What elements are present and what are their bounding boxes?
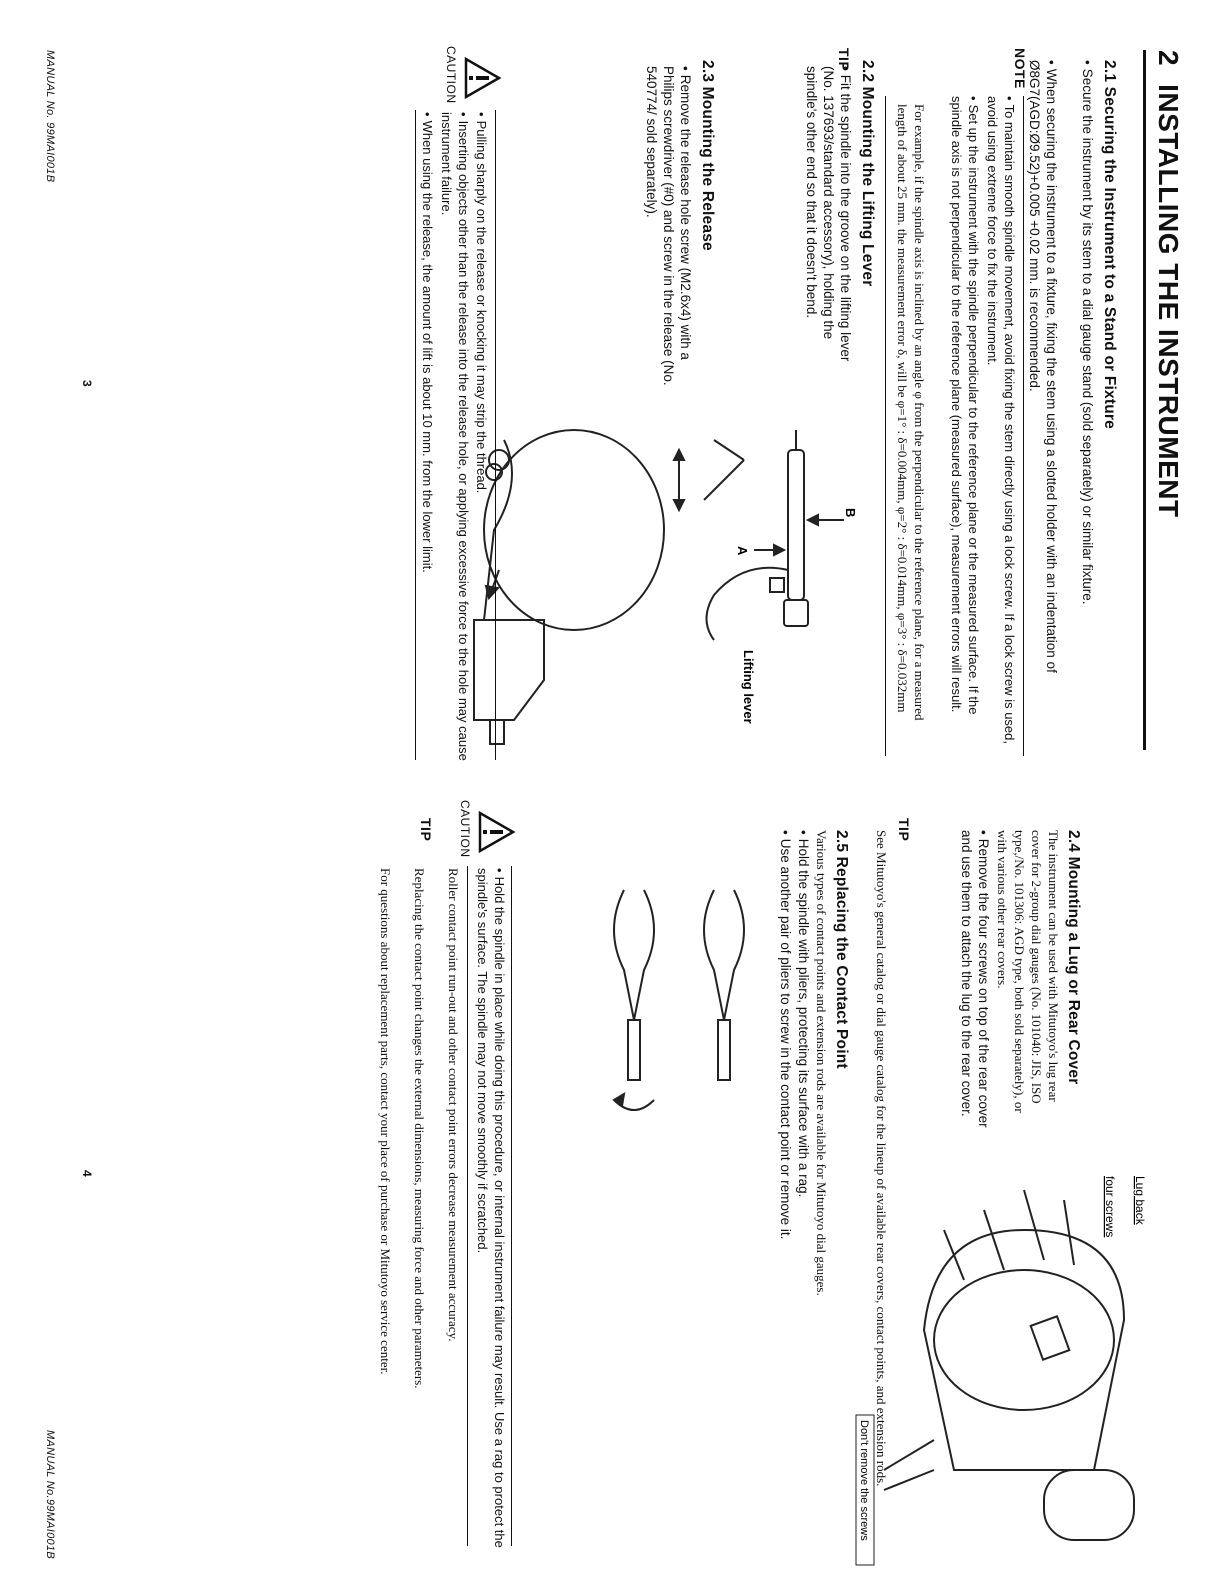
lifting-lever-caption: Lifting lever [741, 650, 756, 724]
note-item-1: • To maintain smooth spindle movement, avoid fixing the stem directly using a lock screw. If a lock screw is used, avoid using extreme force to fix the instrument. [984, 96, 1018, 756]
section-2-4-paragraph: The instrument can be used with Mitutoyo's lug rear cover for 2-group dial gauges (No. 101040: JIS, ISO type,/No. 101306: AGD type, both sold separately), or with various other rear covers. [995, 830, 1061, 1113]
section-2-5-paragraph: Various types of contact points and extension rods are available for Mitutoyo dial gauges. [814, 830, 829, 1296]
page-number-right: 4 [80, 1170, 94, 1177]
caution-right-item-1: • Hold the spindle in place while doing this procedure, or internal instrument failure may result. Use a rag to protect the spindle's surface. The spindle may not move smoothly if scratched. [474, 868, 508, 1548]
caution-left-item-1: • Pulling sharply on the release or knocking it may strip the thread. [473, 112, 490, 762]
tip-right-text: See Mitutoyo's general catalog or dial gauge catalog for the lineup of available rear covers, contact points, and extension rods. [874, 830, 889, 1487]
dont-remove-screws-label: Don't remove the screws [858, 1420, 870, 1541]
caution-label-left: CAUTION [444, 46, 458, 104]
tip-right2-item-3: For questions about replacement parts, contact your place of purchase or Mitutoyo service center. [378, 868, 393, 1375]
note-rule [1023, 96, 1024, 756]
section-2-1-heading: 2.1 Securing the Instrument to a Stand or Fixture [1101, 60, 1118, 429]
footer-manual-number-right: MANUAL No.99MAI001B [44, 1430, 56, 1559]
section-2-3-heading: 2.3 Mounting the Release [699, 60, 716, 251]
section-2-4-bullet-1: • Remove the four screws on top of the rear cover and use them to attach the lug to the rear cover. [958, 830, 992, 1130]
manual-page-4 [0, 790, 1224, 1580]
caution-rule-left [495, 110, 496, 760]
four-screws-label: four screws [1103, 1176, 1117, 1238]
caution-left-item-2: • Inserting objects other than the release into the release hole, or applying excessive force to the hole may cause instrument failure. [438, 112, 472, 762]
spindle-shape [788, 450, 804, 600]
tip-label-2-2: TIP [836, 48, 852, 72]
chapter-title: 2INSTALLING THE INSTRUMENT [1143, 50, 1184, 750]
figure-label-a: A [735, 546, 750, 556]
release-figure [454, 420, 694, 750]
figure-label-b: B [843, 508, 858, 518]
section-2-2-heading: 2.2 Mounting the Lifting Lever [859, 60, 876, 287]
caution-warning-icon [462, 56, 502, 100]
pliers-bottom-shape [614, 890, 654, 1020]
caution-warning-icon-right [476, 810, 516, 854]
section-2-4-heading: 2.4 Mounting a Lug or Rear Cover [1065, 830, 1082, 1085]
section-2-5-heading: 2.5 Replacing the Contact Point [833, 830, 850, 1069]
lug-back-label: Lug back [1133, 1176, 1147, 1225]
tip-label-right: TIP [896, 818, 912, 842]
tip-label-right-2: TIP [418, 818, 434, 842]
rear-cover-shape [924, 1230, 1124, 1470]
lifting-lever-figure [664, 420, 864, 760]
tip-right2-item-2: Replacing the contact point changes the external dimensions, measuring force and other parameters. [412, 868, 427, 1389]
caution-rule-left-end [415, 110, 416, 760]
caution-label-right: CAUTION [458, 800, 472, 858]
pliers-top-shape [704, 890, 744, 1020]
footer-manual-number-left: MANUAL No. 99MAI001B [44, 50, 56, 183]
pliers-figure [584, 870, 764, 1210]
stem-shape [1044, 1470, 1134, 1540]
note-example: For example, if the spindle axis is inclined by an angle φ from the perpendicular to the reference plane, for a measured length of about 25 mm. the measurement error δ, will be φ=1° : δ=0.004mm, φ=2° : δ=0.014mm, φ=3° : δ=0.032mm [895, 104, 927, 721]
section-2-5-bullet-2: • Use another pair of pliers to screw in the contact point or remove it. [777, 830, 794, 1530]
tip-right2-item-1: Roller contact point run-out and other contact point errors decrease measurement accuracy. [446, 868, 461, 1342]
section-2-1-bullet-2: • When securing the instrument to a fixture, fixing the stem using a slotted holder with an indentation of Ø8G7(AGD:Ø9.52)+0.005 +0.02 mm. is recommended. [1026, 60, 1060, 760]
lug-back-shape [1031, 1316, 1070, 1359]
caution-rule-right-end [467, 866, 468, 1546]
section-2-5-bullet-1: • Hold the spindle with pliers, protecting its surface with a rag. [795, 830, 812, 1530]
note-item-2: • Set up the instrument with the spindle perpendicular to the reference plane or the measured surface. If the spindle axis is not perpendicular to the reference plane (measured surface), measurement errors will result. [948, 96, 982, 756]
note-rule-end [885, 96, 886, 756]
caution-rule-right [511, 866, 512, 1546]
section-2-2-bullet-1: • Fit the spindle into the groove on the lifting lever (No. 137693/standard accessory), holding the spindle's other end so that it doesn't bend. [803, 66, 854, 366]
note-label: NOTE [1012, 48, 1028, 89]
section-2-1-bullet-1: • Secure the instrument by its stem to a dial gauge stand (sold separately) or similar fixture. [1079, 60, 1096, 760]
section-2-3-bullet-1: • Remove the release hole screw (M2.6x4) with a Philips screwdriver (#0) and screw in the release (No. 540774/ sold separately). [643, 66, 694, 386]
page-number-left: 3 [80, 380, 94, 387]
caution-left-item-3: • When using the release, the amount of lift is about 10 mm. from the lower limit. [419, 112, 436, 762]
